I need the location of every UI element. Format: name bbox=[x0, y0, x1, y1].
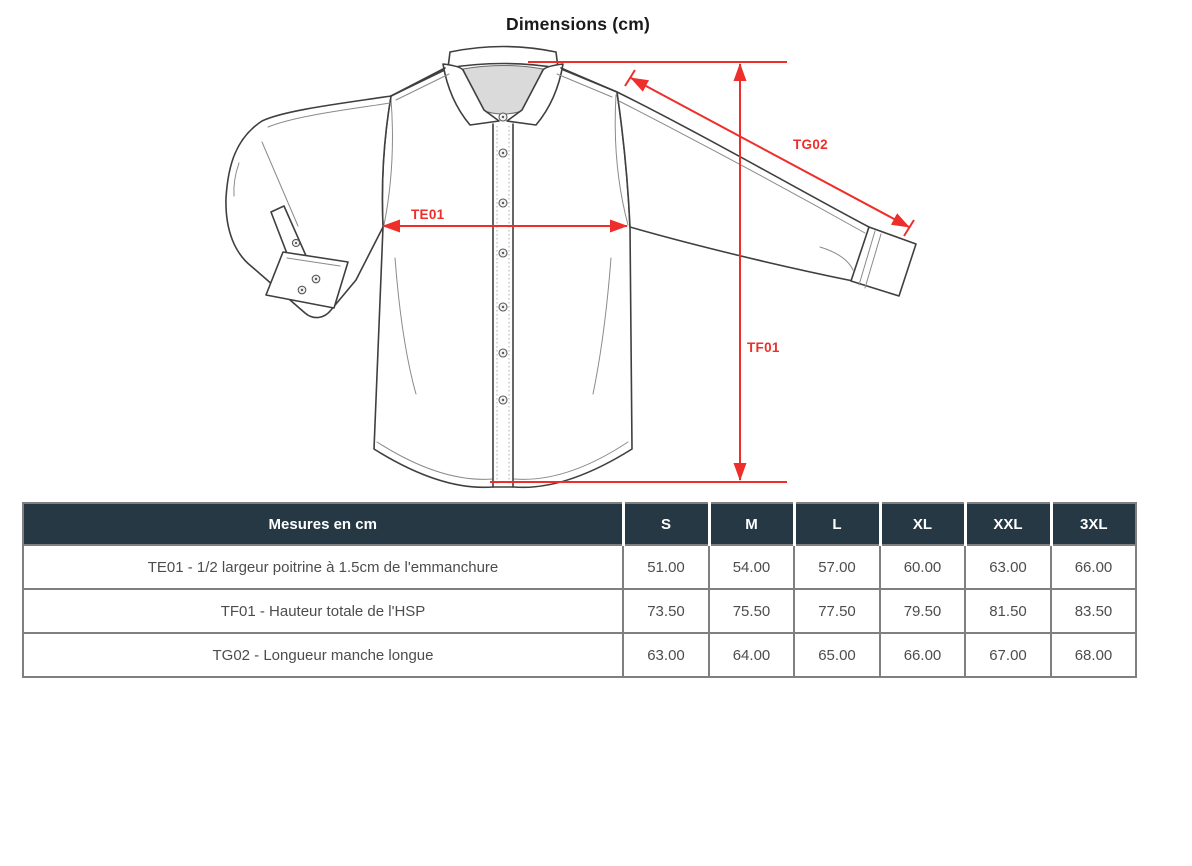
measure-row-label: TF01 - Hauteur totale de l'HSP bbox=[23, 589, 623, 633]
tg02-start-tick bbox=[625, 70, 635, 86]
col-header-measures: Mesures en cm bbox=[23, 503, 623, 545]
size-value-cell: 63.00 bbox=[623, 633, 709, 677]
col-header-size-m: M bbox=[709, 503, 794, 545]
size-value-cell: 67.00 bbox=[965, 633, 1051, 677]
size-value-cell: 54.00 bbox=[709, 545, 794, 589]
table-row-te01 bbox=[23, 545, 1136, 589]
right-sleeve bbox=[617, 92, 916, 296]
size-value-cell: 77.50 bbox=[794, 589, 880, 633]
size-value-cell: 65.00 bbox=[794, 633, 880, 677]
size-value-cell: 64.00 bbox=[709, 633, 794, 677]
size-value-cell: 83.50 bbox=[1051, 589, 1136, 633]
col-header-size-3xl: 3XL bbox=[1051, 503, 1136, 545]
table-header-row bbox=[23, 503, 1136, 545]
col-header-size-s: S bbox=[623, 503, 709, 545]
size-value-cell: 75.50 bbox=[709, 589, 794, 633]
tg02-label: TG02 bbox=[793, 137, 828, 152]
te01-label: TE01 bbox=[411, 207, 445, 222]
tg02-end-tick bbox=[904, 220, 914, 236]
measurements-table bbox=[22, 502, 1137, 678]
size-value-cell: 57.00 bbox=[794, 545, 880, 589]
size-value-cell: 60.00 bbox=[880, 545, 965, 589]
table-row-tg02 bbox=[23, 633, 1136, 677]
col-header-size-xxl: XXL bbox=[965, 503, 1051, 545]
size-value-cell: 68.00 bbox=[1051, 633, 1136, 677]
table-row-tf01 bbox=[23, 589, 1136, 633]
size-value-cell: 73.50 bbox=[623, 589, 709, 633]
page-title: Dimensions (cm) bbox=[506, 14, 650, 34]
size-value-cell: 63.00 bbox=[965, 545, 1051, 589]
col-header-size-l: L bbox=[794, 503, 880, 545]
measure-row-label: TE01 - 1/2 largeur poitrine à 1.5cm de l'emmanchure bbox=[23, 545, 623, 589]
size-value-cell: 66.00 bbox=[1051, 545, 1136, 589]
left-sleeve bbox=[226, 96, 391, 318]
size-value-cell: 81.50 bbox=[965, 589, 1051, 633]
shirt-body bbox=[368, 60, 632, 487]
size-value-cell: 51.00 bbox=[623, 545, 709, 589]
size-value-cell: 79.50 bbox=[880, 589, 965, 633]
size-value-cell: 66.00 bbox=[880, 633, 965, 677]
col-header-size-xl: XL bbox=[880, 503, 965, 545]
measure-row-label: TG02 - Longueur manche longue bbox=[23, 633, 623, 677]
tf01-label: TF01 bbox=[747, 340, 780, 355]
